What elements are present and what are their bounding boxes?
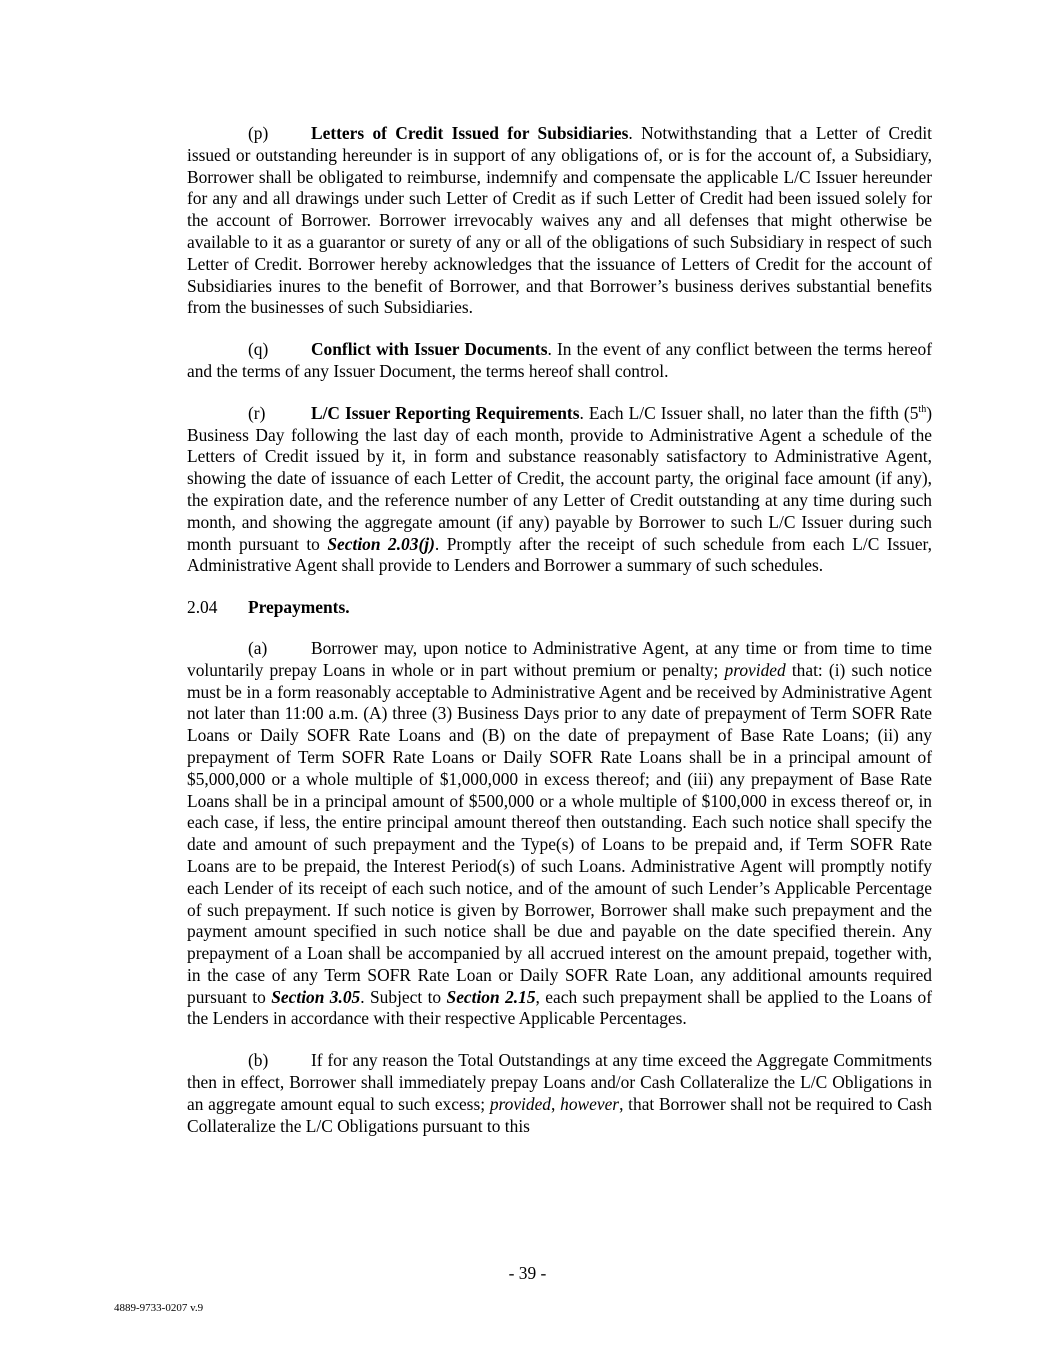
paragraph-title: Letters of Credit Issued for Subsidiaries [311,123,629,143]
section-number: 2.04 [187,597,218,618]
paragraph-title: Conflict with Issuer Documents [311,339,548,360]
page-number: - 39 - [508,1263,547,1283]
paragraph-label: (r) [248,402,266,423]
document-body [187,123,932,1157]
paragraph-label: (q) [248,339,269,360]
paragraph-title: L/C Issuer Reporting Requirements [311,402,580,423]
paragraph-text: ) Business Day following the last day of each month, provide to Administrative Agent a schedule of the Letters of Credit issued by it, in form and substance reasonably satisfactory to Administrative Agent, showing the date of issuance of each Letter of Credit, the account party, the original face amount (if any), the expiration date, and the reference number of any Letter of Credit outstanding at any time during such month, and showing the aggregate amount (if any) payable by Borrower to such L/C Issuer during such month pursuant to [187,402,932,554]
section-heading-2-04 [187,597,932,619]
section-title: Prepayments. [248,597,350,618]
section-reference: Section 3.05 [271,986,361,1007]
paragraph-text: . In the event of any conflict between the terms hereof and the terms of any Issuer Document, the terms hereof shall control. [187,339,932,381]
ordinal-superscript: th [918,403,927,415]
paragraph-text: Borrower may, upon notice to Administrative Agent, at any time or from time to time voluntarily prepay Loans in whole or in part without premium or penalty; [187,637,932,680]
paragraph-label: (a) [248,637,268,658]
paragraph-q [187,339,932,383]
paragraph-a [187,638,932,1030]
paragraph-text: , [551,1093,561,1114]
paragraph-text: . Notwithstanding that a Letter of Credit issued or outstanding hereunder is in support of any obligations of, or is for the account of, a Subsidiary, Borrower shall be obligated to reimburse, indemnify and compensate the applicable L/C Issuer hereunder for any and all drawings under such Letter of Credit as if such Letter of Credit had been issued solely for the account of Borrower. Borrower irrevocably waives any and all defenses that might otherwise be available to it as a guarantor or surety of any or all of the obligations of such Subsidiary in respect of such Letter of Credit. Borrower hereby acknowledges that the issuance of Letters of Credit for the account of Subsidiaries inures to the benefit of Borrower, and that Borrower’s business derives substantial benefits from the businesses of such Subsidiaries. [187,123,932,318]
section-reference: Section 2.03(j) [327,533,435,554]
provided-term: provided [724,659,786,680]
however-term: however [560,1093,620,1114]
paragraph-text: If for any reason the Total Outstandings at any time exceed the Aggregate Commitments then in effect, Borrower shall immediately prepay Loans and/or Cash Collateralize the L/C Obligations in an aggregate amount equal to such excess; [187,1050,932,1114]
paragraph-text: , each such prepayment shall be applied to the Loans of the Lenders in accordance with their respective Applicable Percentages. [187,986,933,1029]
paragraph-label: (p) [248,123,269,143]
paragraph-text: , that Borrower shall not be required to Cash Collateralize the L/C Obligations pursuant to this [187,1093,932,1136]
paragraph-text: . Subject to [360,986,447,1007]
paragraph-text: . Promptly after the receipt of such schedule from each L/C Issuer, Administrative Agent shall provide to Lenders and Borrower a summary of such schedules. [187,533,932,576]
section-reference: Section 2.15 [446,986,536,1007]
paragraph-b [187,1050,932,1137]
paragraph-text: . Each L/C Issuer shall, no later than the fifth (5 [579,402,919,423]
paragraph-text: that: (i) such notice must be in a form reasonably acceptable to Administrative Agent and be received by Administrative Agent not later than 11:00 a.m. (A) three (3) Business Days prior to any date of prepayment of Term SOFR Rate Loans or Daily SOFR Rate Loans and (B) on the date of prepayment of Base Rate Loans; (ii) any prepayment of Term SOFR Rate Loans or Daily SOFR Rate Loans shall be in a principal amount of $5,000,000 or a whole multiple of $1,000,000 in excess thereof; and (iii) any prepayment of Base Rate Loans shall be in a principal amount of $500,000 or a whole multiple of $100,000 in excess thereof or, in each case, if less, the entire principal amount thereof then outstanding. Each such notice shall specify the date and amount of such prepayment and the Type(s) of Loans to be prepaid and, if Term SOFR Rate Loans are to be prepaid, the Interest Period(s) of such Loans. Administrative Agent will promptly notify each Lender of its receipt of each such notice, and of the amount of such Lender’s Applicable Percentage of such prepayment. If such notice is given by Borrower, Borrower shall make such prepayment and the payment amount specified in such notice shall be due and payable on the date specified therein. Any prepayment of a Loan shall be accompanied by all accrued interest on the amount prepaid, together with, in the case of any Term SOFR Rate Loan or Daily SOFR Rate Loan, any additional amounts required pursuant to [187,659,932,1007]
document-id: 4889-9733-0207 v.9 [114,1302,204,1314]
provided-term: provided [489,1093,552,1114]
paragraph-label: (b) [248,1050,269,1071]
paragraph-r [187,403,932,577]
paragraph-p [187,123,932,319]
